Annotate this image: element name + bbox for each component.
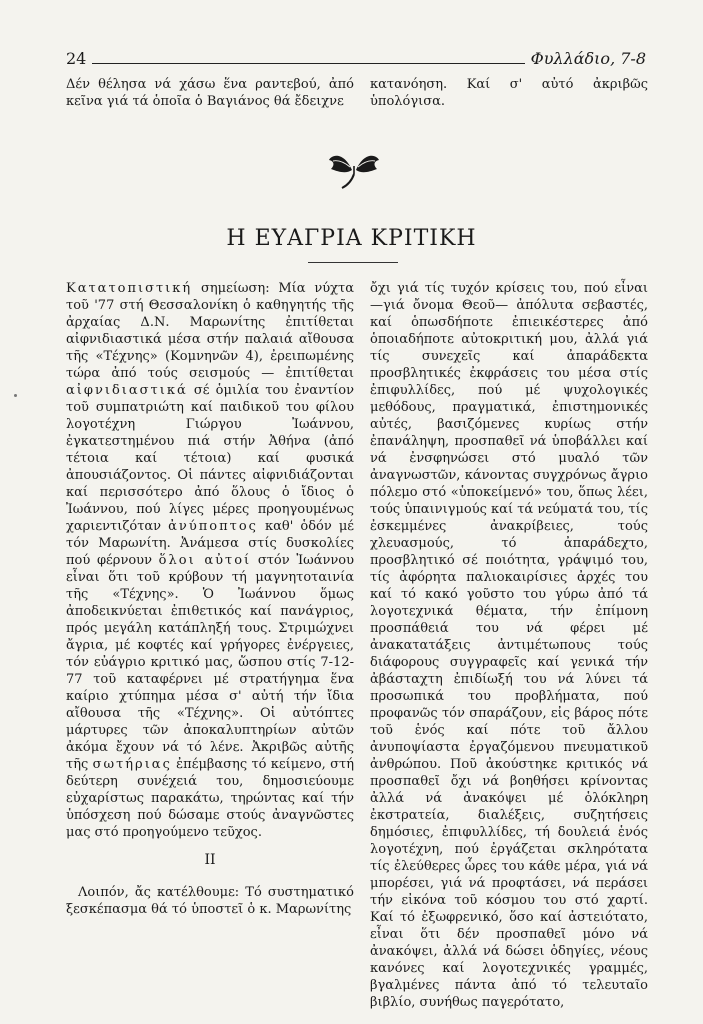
running-title: Φυλλάδιο, 7-8 bbox=[530, 49, 646, 68]
title-rule bbox=[308, 262, 398, 263]
continued-paragraph-right: κατανόηση. Καί σ' αὐτό ἀκριβῶς ὑπολόγισα. bbox=[370, 77, 648, 109]
body-column-right bbox=[370, 280, 648, 1011]
intro-spaced-word-2: ἀνύποπτος bbox=[168, 519, 258, 534]
intro-column-left bbox=[66, 280, 354, 841]
intro-text-4: στόν Ἰωάννου εἶναι ὅτι τοῦ κρύβουν τή μαγνητοταινία τῆς «Τέχνης». Ὁ Ἰωάννου ὅμως ἀποδεικνύεται ἐπιθετικός καί πανάγριος, πρός μεγάλη κατάπληξή τους. Στριμώχνει ἄγρια, μέ κοφτές καί γρήγορες ἐνέργειες, τόν εὐάγριο κριτικό μας, ὥσπου στίς 7-12-77 τοῦ καταφέρνει μέ στρατήγημα ἕνα καίριο χτύπημα μέσα σ' αὐτή τήν ἴδια αἴθουσα τῆς «Τέχνης». Οἱ αὐτόπτες μάρτυρες τῶν ἀποκαλυπτηρίων αὐτῶν ἀκόμα ἔχουν νά τό λένε. Ἀκριβῶς αὐτῆς τῆς bbox=[66, 553, 355, 772]
intro-spaced-word-4: σωτήριας bbox=[92, 757, 172, 772]
intro-text-3: καθ' ὁδόν μέ τόν Μαρωνίτη. Ἀνάμεσα στίς δυσκολίες πού φέρνουν bbox=[66, 519, 354, 568]
intro-paragraph bbox=[66, 280, 354, 841]
page-number: 24 bbox=[66, 49, 87, 68]
article-title: Η ΕΥΑΓΡΙΑ ΚΡΙΤΙΚΗ bbox=[226, 226, 477, 251]
intro-label: Κατατοπιστική bbox=[66, 281, 193, 296]
header-rule bbox=[92, 63, 524, 64]
page-header bbox=[66, 44, 646, 68]
body-paragraph-right: ὄχι γιά τίς τυχόν κρίσεις του, πού εἶναι —γιά ὄνομα Θεοῦ— ἀπόλυτα σεβαστές, καί ὁπωσδήποτε ἐπιεικέστερες ἀπό ὁποιαδήποτε αὐτοκριτική μου, ἀλλά γιά τίς συνεχεῖς καί ἀπαράδεκτα προσβλητικές ἐκφράσεις του μέσα στίς ἐπιφυλλίδες, πού μέ ψυχολογικές μεθόδους, πραγματικά, ἐπιστημονικές αὐτές, βασιζόμενες κυρίως στήν ἐπανάληψη, προσπαθεῖ νά ὑποβάλλει καί νά ἐνσφηνώσει στό μυαλό τῶν ἀναγνωστῶν, κάνοντας συγχρόνως ἄγριο πόλεμο στό «ὑποκείμενό» του, ὅπως λέει, τούς ὑπαινιγμούς καί τά νεύματά του, τίς ἐσκεμμένες ἀνακρίβειες, τούς χλευασμούς, τό ἀπαράδεχτο, προσβλητικό σέ ποιότητα, γράψιμό του, τίς ἀφόρητα παλιοκαιρίσιες ἀρχές του καί τό κακό γοῦστο του γύρω ἀπό τά λογοτεχνικά θέματα, τήν ἐπίμονη προσπάθειά του νά φέρει μέ ἀνακατατάξεις ἀντιμέτωπους τούς διάφορους συγγραφεῖς καί γενικά τήν ἀβάσταχτη ἐπιδίωξή του νά λύνει τά προσωπικά του προβλήματα, πού προφανῶς τόν σπαράζουν, εἰς βάρος πότε τοῦ ἑνός καί πότε τοῦ ἄλλου ἀνυποψίαστα ἐργαζόμενου πνευματικοῦ ἀνθρώπου. Ποῦ ἀκούστηκε κριτικός νά προσπαθεῖ ὄχι νά βοηθήσει κρίνοντας ἀλλά νά ἀνακόψει μέ ὁλόκληρη ἐκστρατεία, διαλέξεις, συζητήσεις δημόσιες, ἐπιφυλλίδες, τή δουλειά ἑνός λογοτέχνη, πού ἐργάζεται σκληρότατα τίς ἐλεύθερες ὧρες του κάθε μέρα, γιά νά μπορέσει, γιά νά προφτάσει, νά περάσει τήν εἰκόνα τοῦ κόσμου του στό χαρτί. Καί τό ἐξωφρενικό, ὅσο καί ἀστειότατο, εἶναι ὅτι δέν προσπαθεῖ μόνο νά ἀνακόψει, ἀλλά νά δώσει ὁδηγίες, νέους κανόνες καί λογοτεχνικές γραμμές, βγαλμένες πάντα ἀπό τό τελευταῖο βιβλίο, συνήθως παγερότατο, bbox=[370, 281, 648, 1010]
section-heading: II bbox=[204, 852, 216, 868]
intro-text-1: σημείωση: Μία νύχτα τοῦ '77 στή Θεσσαλονίκη ὁ καθηγητής τῆς ἀρχαίας Δ.Ν. Μαρωνίτης ἐπιτίθεται αἰφνιδιαστικά μέσα στήν παλαιά αἴθουσα τῆς «Τέχνης» (Κομνηνῶν 4), ἐρειπωμένης τώρα ἀπό τούς σεισμούς — ἐπιτίθεται bbox=[66, 281, 354, 381]
continued-text-right bbox=[370, 76, 648, 110]
intro-spaced-word-3: ὅλοι αὐτοί bbox=[158, 553, 252, 568]
continued-text-left bbox=[66, 76, 354, 110]
continued-paragraph-left: Δέν θέλησα νά χάσω ἕνα ραντεβού, ἀπό κεῖνα γιά τά ὁποῖα ὁ Βαγιάνος θά ἔδειχνε bbox=[66, 77, 354, 109]
intro-text-5: ἐπέμβασης τό κείμενο, στή δεύτερη συνέχειά του, δημοσιεύουμε εὐχαρίστως παρακάτω, τηρώντας καί τήν ὑπόσχεση πού δώσαμε στούς ἀναγνῶστες μας στό προηγούμενο τεῦχος. bbox=[66, 757, 354, 840]
intro-spaced-word-1: αἰφνιδιαστικά bbox=[66, 383, 188, 398]
section-two-text bbox=[66, 884, 354, 918]
page-smudge bbox=[14, 394, 17, 397]
section-two-paragraph: Λοιπόν, ἄς κατέλθουμε: Τό συστηματικό ξεσκέπασμα θά τό ὑποστεῖ ὁ κ. Μαρωνίτης bbox=[66, 885, 354, 917]
intro-text-2: σέ ὁμιλία του ἐναντίον τοῦ συμπατριώτη καί παιδικοῦ του φίλου λογοτέχνη Γιώργου Ἰωάννου, ἐγκατεστημένου πιά στήν Ἀθήνα (ἀπό τέτοια καί τέτοια) καί φυσικά ἀπουσιάζοντος. Οἱ πάντες αἰφνιδιάζονται καί περισσότερο ἀπό ὅλους ὁ ἴδιος ὁ Ἰωάννου, πού λίγες μέρες προηγουμένως χαριεντιζόταν bbox=[66, 383, 354, 534]
ivy-leaf-ornament-icon bbox=[326, 148, 382, 192]
